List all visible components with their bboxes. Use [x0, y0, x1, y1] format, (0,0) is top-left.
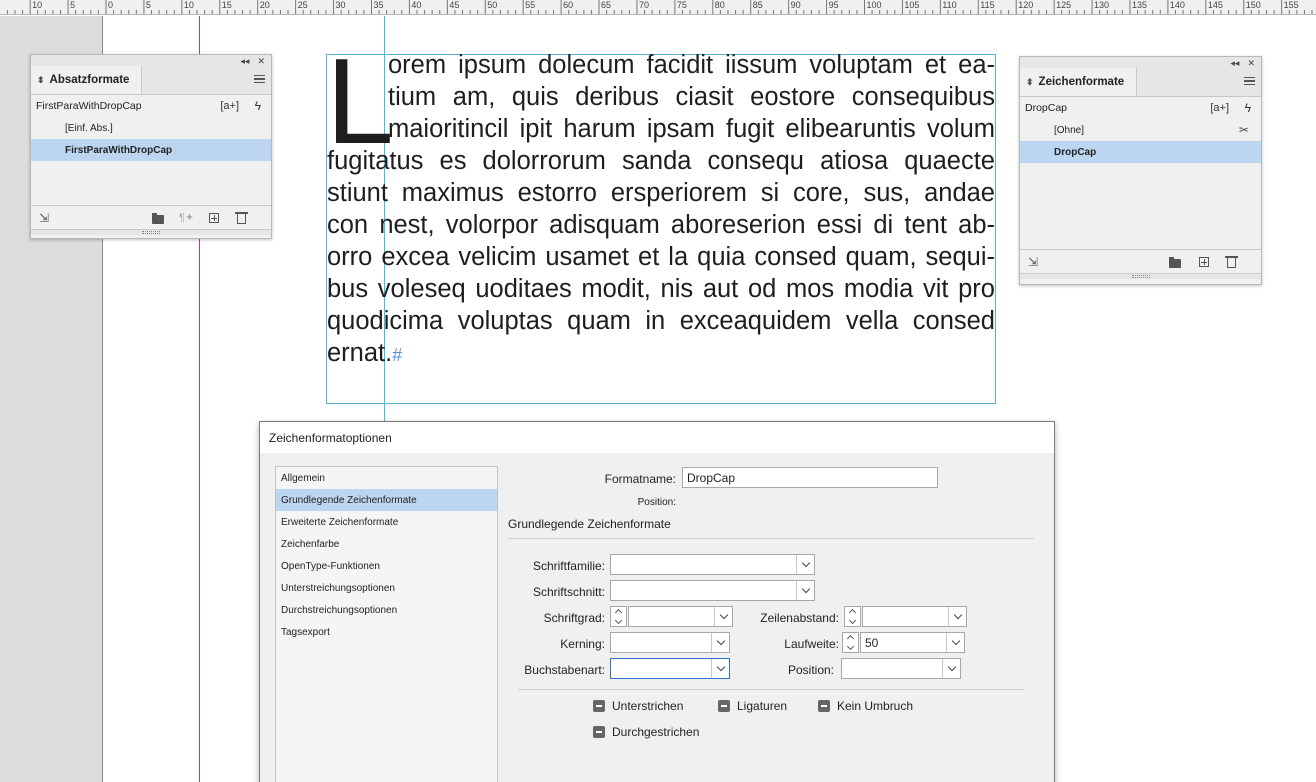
checkbox-label: Unterstrichen	[612, 699, 684, 713]
ruler-label: 75	[676, 0, 687, 10]
ruler-label: 65	[601, 0, 612, 10]
ruler-label: 100	[866, 0, 882, 10]
ruler-label: 155	[1283, 0, 1299, 10]
trash-icon[interactable]	[1227, 257, 1236, 271]
nav-item-allgemein[interactable]: Allgemein	[281, 472, 325, 484]
nav-item-opentype[interactable]: OpenType-Funktionen	[281, 560, 380, 572]
schriftfamilie-select[interactable]	[610, 554, 815, 575]
ruler-ticks	[0, 0, 1316, 15]
chevron-down-icon	[714, 607, 732, 626]
collapse-icon[interactable]: ◂◂	[1230, 57, 1240, 68]
chevron-down-icon	[796, 555, 814, 574]
chevron-updown-icon: ⬍	[37, 74, 45, 85]
close-icon[interactable]: ✕	[1247, 57, 1255, 68]
ruler-label: 20	[259, 0, 270, 10]
schriftgrad-stepper[interactable]	[610, 606, 627, 627]
zeilenabstand-stepper[interactable]	[844, 606, 861, 627]
ruler-label: 60	[563, 0, 574, 10]
load-styles-icon[interactable]: ⇲	[1028, 255, 1039, 269]
lightning-icon[interactable]: ϟ	[1244, 101, 1251, 115]
ligaturen-checkbox[interactable]	[718, 699, 787, 713]
checkbox-label: Durchgestrichen	[612, 725, 700, 739]
dialog-title: Zeichenformatoptionen	[260, 422, 1054, 453]
ruler-label: 85	[752, 0, 763, 10]
ruler-label: 130	[1094, 0, 1110, 10]
ruler-label: 10	[32, 0, 43, 10]
list-item-selected[interactable]	[1020, 141, 1261, 163]
chevron-down-icon	[942, 659, 960, 678]
ruler-label: 50	[487, 0, 498, 10]
last-line-text: ernat.	[327, 339, 393, 367]
ruler-label: 145	[1207, 0, 1223, 10]
ruler-label: 135	[1131, 0, 1148, 10]
panel-bottom-toolbar	[1020, 249, 1261, 273]
buchstabenart-label: Buchstabenart:	[524, 663, 605, 677]
nav-item-unterstreichung[interactable]: Unterstreichungsoptionen	[281, 582, 395, 594]
horizontal-ruler[interactable]	[0, 0, 1316, 15]
schriftschnitt-label: Schriftschnitt:	[532, 585, 605, 599]
list-empty-space	[1020, 163, 1261, 249]
ruler-label: 55	[525, 0, 536, 10]
tab-absatzformate[interactable]	[31, 66, 142, 94]
panel-bottom-toolbar	[31, 205, 271, 229]
text-line-last	[327, 337, 995, 369]
end-of-story-mark: #	[392, 345, 403, 365]
schriftfamilie-label: Schriftfamilie:	[532, 559, 605, 573]
text-line: con nest, volorpor adisquam aboreserion essi di tent ab-	[327, 211, 995, 239]
text-line: stiunt maximus estorro ersperiorem si core, sus, andae	[327, 179, 995, 207]
checkbox-label: Ligaturen	[737, 699, 788, 713]
ruler-label: 35	[373, 0, 384, 10]
chevron-down-icon	[948, 607, 966, 626]
item-label: DropCap	[1054, 146, 1097, 158]
kerning-select[interactable]	[610, 632, 730, 653]
current-style-label: DropCap	[1025, 102, 1068, 114]
position-select[interactable]	[841, 658, 961, 679]
zeichenformatoptionen-dialog	[259, 421, 1055, 782]
list-item[interactable]	[31, 117, 271, 139]
chevron-down-icon	[711, 633, 729, 652]
zeilenabstand-input[interactable]	[862, 606, 967, 627]
chevron-down-icon	[946, 633, 964, 652]
current-style-label: FirstParaWithDropCap	[36, 100, 142, 112]
ruler-label: 45	[449, 0, 460, 10]
ruler-label: 10	[183, 0, 194, 10]
ruler-label: 40	[411, 0, 422, 10]
item-label: FirstParaWithDropCap	[65, 144, 173, 156]
list-item[interactable]	[1020, 119, 1261, 141]
lightning-icon[interactable]: ϟ	[254, 99, 261, 113]
kerning-label: Kerning:	[560, 637, 605, 651]
formatname-label: Formatname:	[604, 472, 676, 486]
nav-item-erweiterte[interactable]: Erweiterte Zeichenformate	[281, 516, 399, 528]
ruler-label: 120	[1018, 0, 1034, 10]
ruler-label: 30	[335, 0, 346, 10]
ruler-label: 5	[70, 0, 76, 10]
absatzformate-panel	[30, 54, 272, 239]
text-line: orro excea velicim usamet et la quia consed quam, sequi-	[327, 243, 995, 271]
laufweite-dropdown[interactable]	[945, 632, 965, 653]
new-style-button-icon[interactable]	[209, 212, 219, 226]
ruler-label: 105	[904, 0, 920, 10]
ruler-label: 140	[1169, 0, 1185, 10]
chevron-down-icon	[796, 581, 814, 600]
checkbox-label: Kein Umbruch	[837, 699, 914, 713]
collapse-icon[interactable]: ◂◂	[240, 55, 250, 66]
ruler-label: 125	[1056, 0, 1072, 10]
ruler-label: 95	[828, 0, 839, 10]
section-divider	[508, 538, 1034, 539]
resize-grip[interactable]	[31, 229, 271, 235]
tab-label: Absatzformate	[49, 74, 130, 86]
close-icon[interactable]: ✕	[257, 55, 265, 66]
text-line: maioritincil ipit harum ipsam fugit elibearuntis volum	[388, 115, 995, 143]
nav-item-zeichenfarbe[interactable]: Zeichenfarbe	[281, 538, 340, 550]
chevron-down-icon	[711, 659, 729, 678]
text-line: bus voleseq uoditaes modit, nis aut od mos modia vit pro	[327, 275, 995, 303]
panel-menu-icon[interactable]	[1244, 77, 1255, 85]
ruler-label: 110	[942, 0, 957, 10]
nav-item-durchstreichung[interactable]: Durchstreichungsoptionen	[281, 604, 398, 616]
indeterminate-checkbox-icon	[593, 700, 605, 712]
panel-tabrow	[1020, 69, 1261, 97]
body-text[interactable]	[327, 49, 995, 369]
folder-icon[interactable]	[152, 213, 164, 227]
ruler-label: 5	[145, 0, 151, 10]
laufweite-input[interactable]: 50	[860, 632, 965, 653]
panel-tabrow	[31, 67, 271, 95]
schriftgrad-label: Schriftgrad:	[543, 611, 605, 625]
checkbox-divider	[518, 689, 1024, 690]
indeterminate-checkbox-icon	[818, 700, 830, 712]
buchstabenart-select[interactable]	[610, 658, 730, 679]
ruler-label: 150	[1245, 0, 1261, 10]
ruler-label: 90	[790, 0, 801, 10]
position-info-label: Position:	[637, 497, 676, 508]
current-style-row	[1020, 97, 1261, 119]
section-title: Grundlegende Zeichenformate	[508, 517, 671, 531]
item-label: [Einf. Abs.]	[65, 122, 113, 134]
tab-label: Zeichenformate	[1038, 76, 1125, 88]
list-empty-space	[31, 161, 271, 205]
ruler-label: 15	[221, 0, 232, 10]
position-label: Position:	[787, 663, 834, 677]
ruler-label: 70	[638, 0, 649, 10]
unterstrichen-checkbox[interactable]	[593, 699, 683, 713]
tools-icon: ✂	[1238, 123, 1249, 137]
laufweite-stepper[interactable]	[842, 632, 859, 653]
tab-zeichenformate[interactable]	[1020, 68, 1137, 96]
resize-grip[interactable]	[1020, 273, 1261, 279]
zeilenabstand-label: Zeilenabstand:	[760, 611, 839, 625]
dialog-nav-list	[275, 466, 498, 782]
schriftgrad-input[interactable]	[628, 606, 733, 627]
zeichenformate-panel	[1019, 56, 1262, 285]
current-style-row	[31, 95, 271, 117]
kein-umbruch-checkbox[interactable]	[818, 699, 913, 713]
clear-overrides-icon[interactable]: ¶✦	[179, 212, 195, 224]
durchgestrichen-checkbox[interactable]	[593, 725, 699, 739]
panel-menu-icon[interactable]	[254, 75, 265, 83]
list-item-selected[interactable]	[31, 139, 271, 161]
new-style-icon[interactable]: [a+]	[220, 100, 239, 112]
formatname-input[interactable]: DropCap	[682, 467, 938, 488]
load-styles-icon[interactable]: ⇲	[39, 211, 50, 225]
trash-icon[interactable]	[237, 213, 246, 227]
schriftschnitt-select[interactable]	[610, 580, 815, 601]
laufweite-label: Laufweite:	[784, 637, 839, 651]
ruler-label: 0	[108, 0, 114, 10]
new-style-button-icon[interactable]	[1199, 256, 1209, 270]
nav-item-tagsexport[interactable]: Tagsexport	[281, 626, 330, 638]
ruler-label: 25	[297, 0, 308, 10]
nav-item-grundlegende[interactable]: Grundlegende Zeichenformate	[276, 489, 497, 511]
item-label: [Ohne]	[1054, 124, 1085, 136]
folder-icon[interactable]	[1169, 257, 1181, 271]
text-line: tium am, quis deribus ciasit eostore consequibus	[388, 83, 995, 111]
text-line: quodicima voluptas quam in exceaquidem vella consed	[327, 307, 995, 335]
text-line: orem ipsum dolecum facidit iissum voluptam et ea-	[388, 51, 995, 79]
new-style-icon[interactable]: [a+]	[1210, 102, 1229, 114]
text-line: fugitatus es dolorrorum sanda consequ atiosa quaecte	[327, 147, 995, 175]
ruler-label: 115	[980, 0, 995, 10]
indeterminate-checkbox-icon	[718, 700, 730, 712]
drop-cap-letter: L	[326, 33, 394, 169]
indeterminate-checkbox-icon	[593, 726, 605, 738]
ruler-label: 80	[714, 0, 725, 10]
chevron-updown-icon: ⬍	[1026, 76, 1034, 87]
